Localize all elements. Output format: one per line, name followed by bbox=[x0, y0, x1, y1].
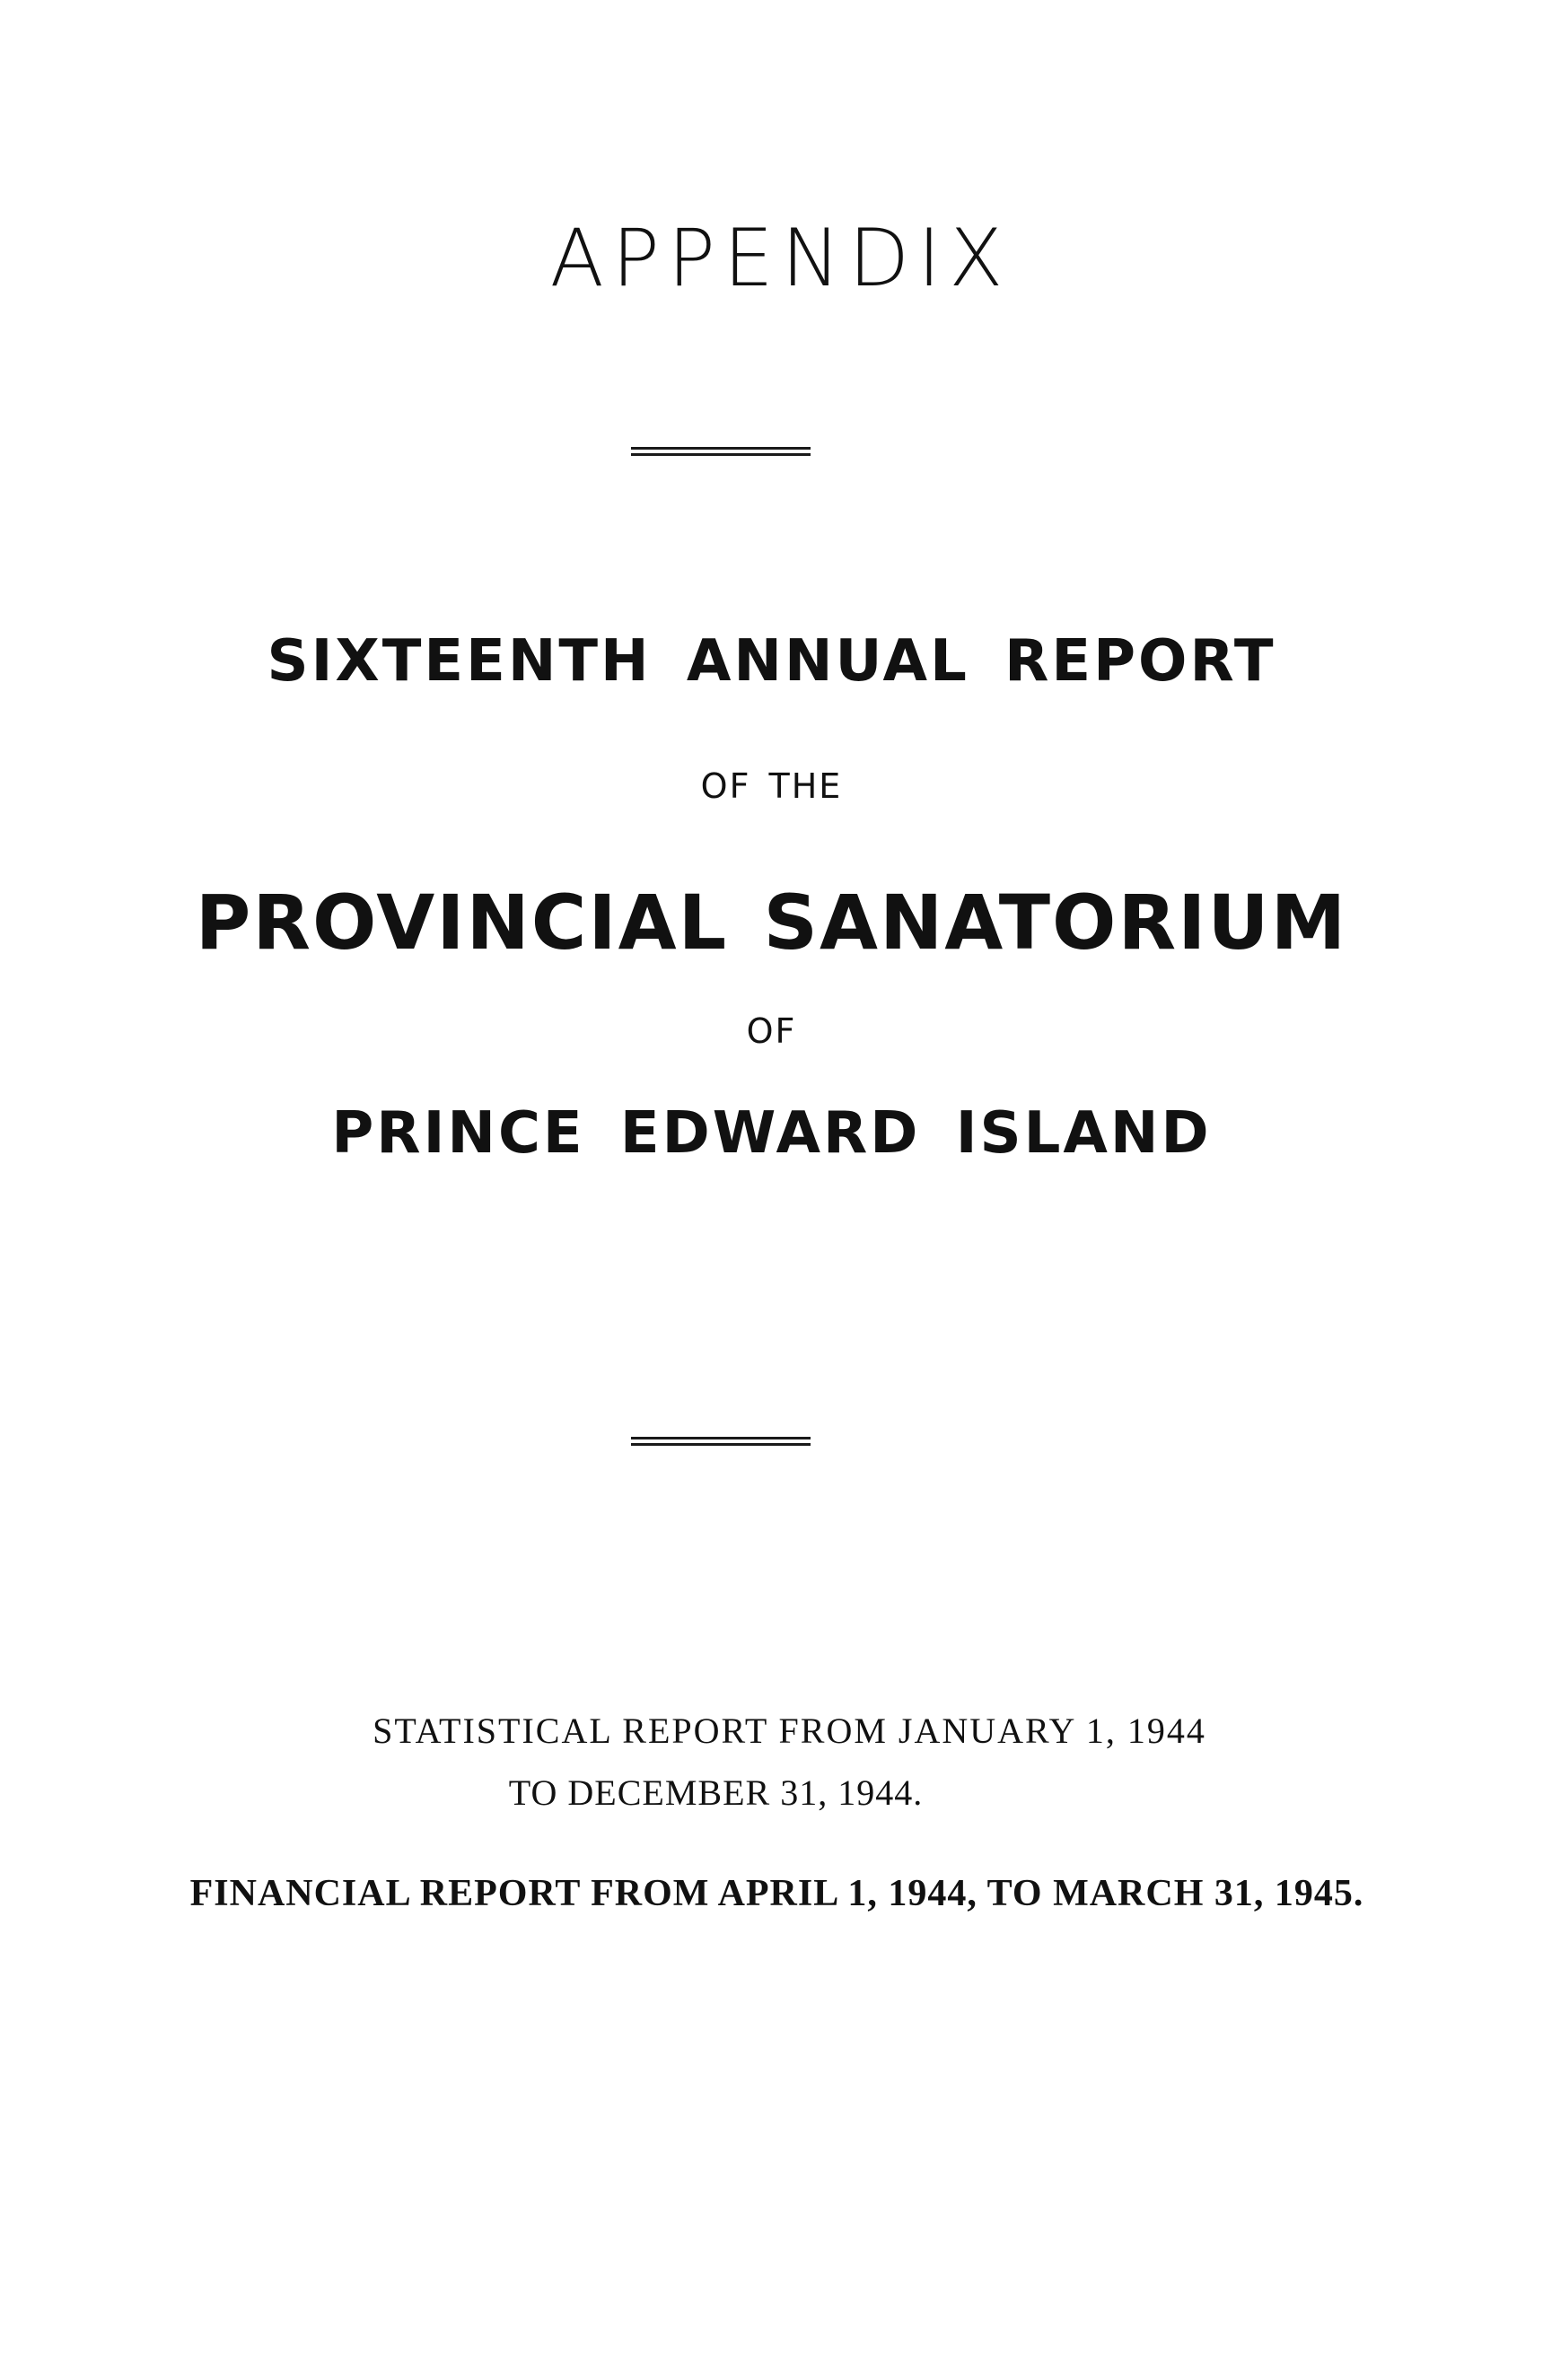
rule-line bbox=[631, 453, 811, 456]
rule-line bbox=[631, 447, 811, 450]
rule-line bbox=[631, 1437, 811, 1439]
of-text: OF bbox=[746, 1011, 797, 1051]
of-the-text: OF THE bbox=[700, 766, 843, 806]
province-name: PRINCE EDWARD ISLAND bbox=[331, 1100, 1212, 1167]
financial-report-period: FINANCIAL REPORT FROM APRIL 1, 1944, TO MARCH 31, 1945. bbox=[189, 1873, 1364, 1914]
institution-name: PROVINCIAL SANATORIUM bbox=[195, 879, 1348, 967]
statistical-report-period-line-1: STATISTICAL REPORT FROM JANUARY 1, 1944 bbox=[373, 1711, 1206, 1751]
rule-line bbox=[631, 1443, 811, 1446]
appendix-heading: APPENDIX bbox=[549, 212, 1012, 304]
report-title: SIXTEENTH ANNUAL REPORT bbox=[267, 628, 1276, 695]
statistical-report-period-line-2: TO DECEMBER 31, 1944. bbox=[508, 1772, 924, 1813]
double-rule-bottom bbox=[631, 1437, 811, 1448]
double-rule-top bbox=[631, 447, 811, 458]
